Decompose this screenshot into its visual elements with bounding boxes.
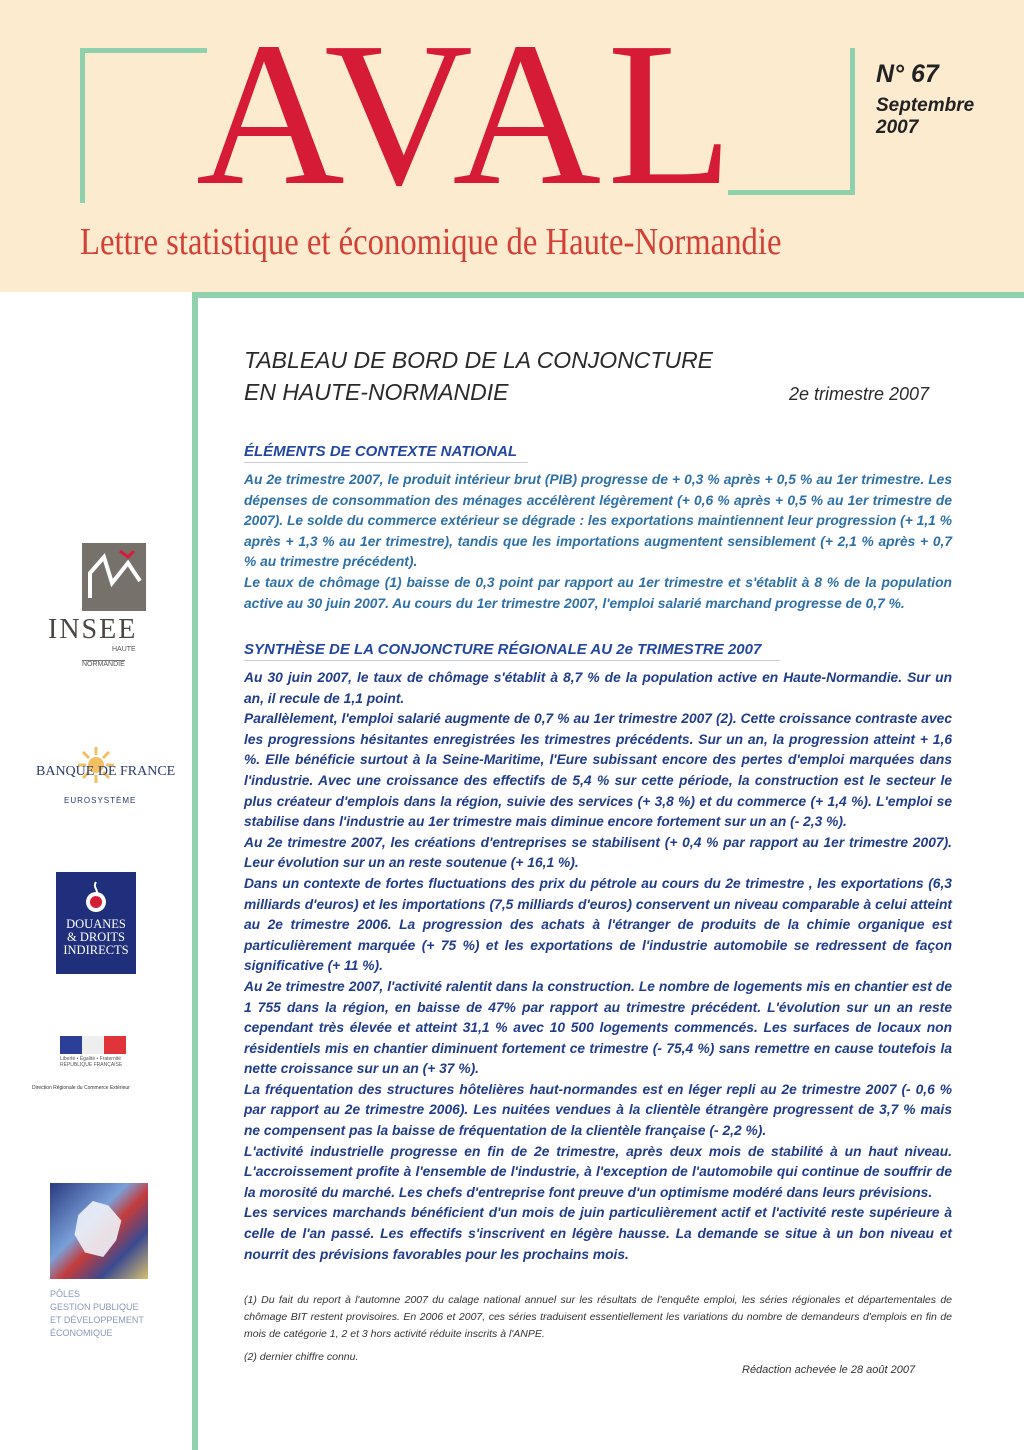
insee-name: INSEE xyxy=(48,614,138,645)
paragraph: Dans un contexte de fortes fluctuations des prix du pétrole au cours du 2e trimestre , les exportations (6,3 milliards d'euros) et les importations (7,5 milliards d'euros) conservent un niveau comparable à celui atteint au 2e trimestre 2006. La progression des achats à l'étranger de produits de la chimie organique est particulièrement marquée (+ 75 %) et les exportations de l'industrie automobile se redressent de façon significative (+ 11 %). xyxy=(244,875,952,974)
paragraph: Au 2e trimestre 2007, le produit intérieur brut (PIB) progresse de + 0,3 % après + 0,5 % au 1er trimestre. Les dépenses de consommation des ménages accélèrent légèrement (+ 0,6 % après + 0,5 % au 1er trimestre de 2007). Le solde du commerce extérieur se dégrade : les exportations maintiennent leur progression (+ 1,1 % après + 1,3 % au 1er trimestre), tandis que les importations augmentent sensiblement (+ 2,1 % après + 0,7 % au trimestre précédent). xyxy=(244,472,952,570)
period-label: 2e trimestre 2007 xyxy=(789,384,930,404)
publication-subtitle: Lettre statistique et économique de Haute-Normandie xyxy=(80,221,782,263)
page-title: TABLEAU DE BORD DE LA CONJONCTURE EN HAUTE-NORMANDIE xyxy=(244,347,714,405)
publication-title: AVAL xyxy=(196,0,740,228)
banque-de-france-sub: EUROSYSTÈME xyxy=(64,796,137,805)
issue-info xyxy=(876,60,974,139)
footnote: (2) dernier chiffre connu. xyxy=(244,1351,359,1363)
section-national-body xyxy=(244,470,952,614)
issue-number: N° 67 xyxy=(876,60,939,88)
pole-gestion-publique-image xyxy=(50,1183,148,1279)
masthead-bracket-left xyxy=(80,48,207,203)
footnotes xyxy=(244,1292,952,1372)
section-heading-regional: SYNTHÈSE DE LA CONJONCTURE RÉGIONALE AU 2e TRIMESTRE 2007 xyxy=(244,641,780,661)
insee-sub-line-2: NORMANDIE xyxy=(82,661,125,668)
french-flag-icon xyxy=(60,1036,126,1054)
pole-caption: PÔLES GESTION PUBLIQUE ET DÉVELOPPEMENT ÉCONOMIQUE xyxy=(50,1289,144,1338)
paragraph: Le taux de chômage (1) baisse de 0,3 point par rapport au 1er trimestre et s'établit à 8 % de la population active au 30 juin 2007. Au cours du 1er trimestre 2007, l'emploi salarié marchand progresse de 0,7 %. xyxy=(244,574,952,611)
insee-sub-line-1: HAUTE xyxy=(112,646,136,653)
frame-top-rule xyxy=(192,292,1024,298)
redaction-date: Rédaction achevée le 28 août 2007 xyxy=(742,1364,916,1376)
paragraph: Les services marchands bénéficient d'un mois de juin particulièrement actif et l'activité reste supérieure à celle de l'an passé. Les effectifs s'inscrivent en légère hausse. La demande se situe à un bon niveau et nourrit des prévisions favorables pour les prochains mois. xyxy=(244,1205,952,1262)
footnote: (1) Du fait du report à l'automne 2007 du calage national annuel sur les résultats de l'enquête emploi, les séries régionales et départementales de chômage BIT restent provisoires. En 2006 et 2007, ces séries traduisent essentiellement les variations du nombre de demandeurs d'emplois en fin de mois de catégorie 1, 2 et 3 hors activité réduite inscrits à l'ANPE. xyxy=(244,1294,952,1340)
paragraph: Au 2e trimestre 2007, les créations d'entreprises se stabilisent (+ 0,4 % par rapport au 1er trimestre 2007). Leur évolution sur un an reste soutenue (+ 16,1 %). xyxy=(244,834,952,871)
douanes-name: DOUANES & DROITS INDIRECTS xyxy=(63,917,129,957)
banque-de-france-name: BANQUE DE FRANCE xyxy=(36,764,176,779)
paragraph: Au 2e trimestre 2007, l'activité ralentit dans la construction. Le nombre de logements mis en chantier est de 1 755 dans la région, en baisse de 47% par rapport au trimestre précédent. L'évolution sur un an reste cependant très élevée et atteint 31,1 % avec 10 500 logements commencés. Les surfaces de locaux non résidentiels mis en chantier diminuent fortement ce trimestre (- 75,4 %) sans remettre en cause toutefois la nette croissance sur un an (+ 37 %). xyxy=(244,978,952,1077)
insee-logo-icon xyxy=(82,543,146,611)
republique-motto: Liberté • Égalité • Fraternité RÉPUBLIQUE FRANÇAISE xyxy=(60,1056,123,1068)
frame-left-rule xyxy=(192,292,198,1450)
paragraph: Au 30 juin 2007, le taux de chômage s'établit à 8,7 % de la population active en Haute-Normandie. Sur un an, il recule de 1,1 point. xyxy=(244,670,952,706)
drce-label: Direction Régionale du Commerce Extérieur xyxy=(32,1085,130,1091)
paragraph: L'activité industrielle progresse en fin de 2e trimestre, après deux mois de stabilité à un haut niveau. L'accroissement profite à l'ensemble de l'industrie, à l'exception de l'automobile qui continue de souffrir de la morosité du marché. Les chefs d'entreprise font preuve d'un optimisme modéré dans leurs prévisions. xyxy=(244,1143,952,1200)
paragraph: La fréquentation des structures hôtelières haut-normandes est en léger repli au 2e trimestre 2007 (- 0,6 % par rapport au 2e trimestre 2006). Les nuitées vendues à la clientèle étrangère progressent de 3,7 % mais ne compensent pas la baisse de fréquentation de la clientèle française (- 2,2 %). xyxy=(244,1081,952,1139)
france-map-icon xyxy=(72,1201,124,1257)
douanes-logo xyxy=(56,872,136,974)
section-heading-national: ÉLÉMENTS DE CONTEXTE NATIONAL xyxy=(244,443,528,463)
masthead xyxy=(0,0,1024,292)
section-regional-body xyxy=(244,668,952,1265)
paragraph: Parallèlement, l'emploi salarié augmente de 0,7 % au 1er trimestre 2007 (2). Cette croissance contraste avec les progressions hésitantes enregistrées les trimestres précédents. Sur un an, la progression atteint + 1,6 %. Elle bénéficie surtout à la Seine-Maritime, l'Eure subissant encore des pertes d'emploi marquées dans l'industrie. Avec une croissance des effectifs de 5,4 % sur cette période, la construction est le secteur le plus créateur d'emplois dans la région, suivie des services (+ 3,8 %) et du commerce (+ 1,4 %). L'emploi se stabilise dans l'industrie au 1er trimestre mais diminue encore fortement sur un an (- 2,3 %). xyxy=(244,711,952,830)
issue-date: Septembre 2007 xyxy=(876,95,975,138)
douanes-emblem-icon xyxy=(83,880,109,914)
